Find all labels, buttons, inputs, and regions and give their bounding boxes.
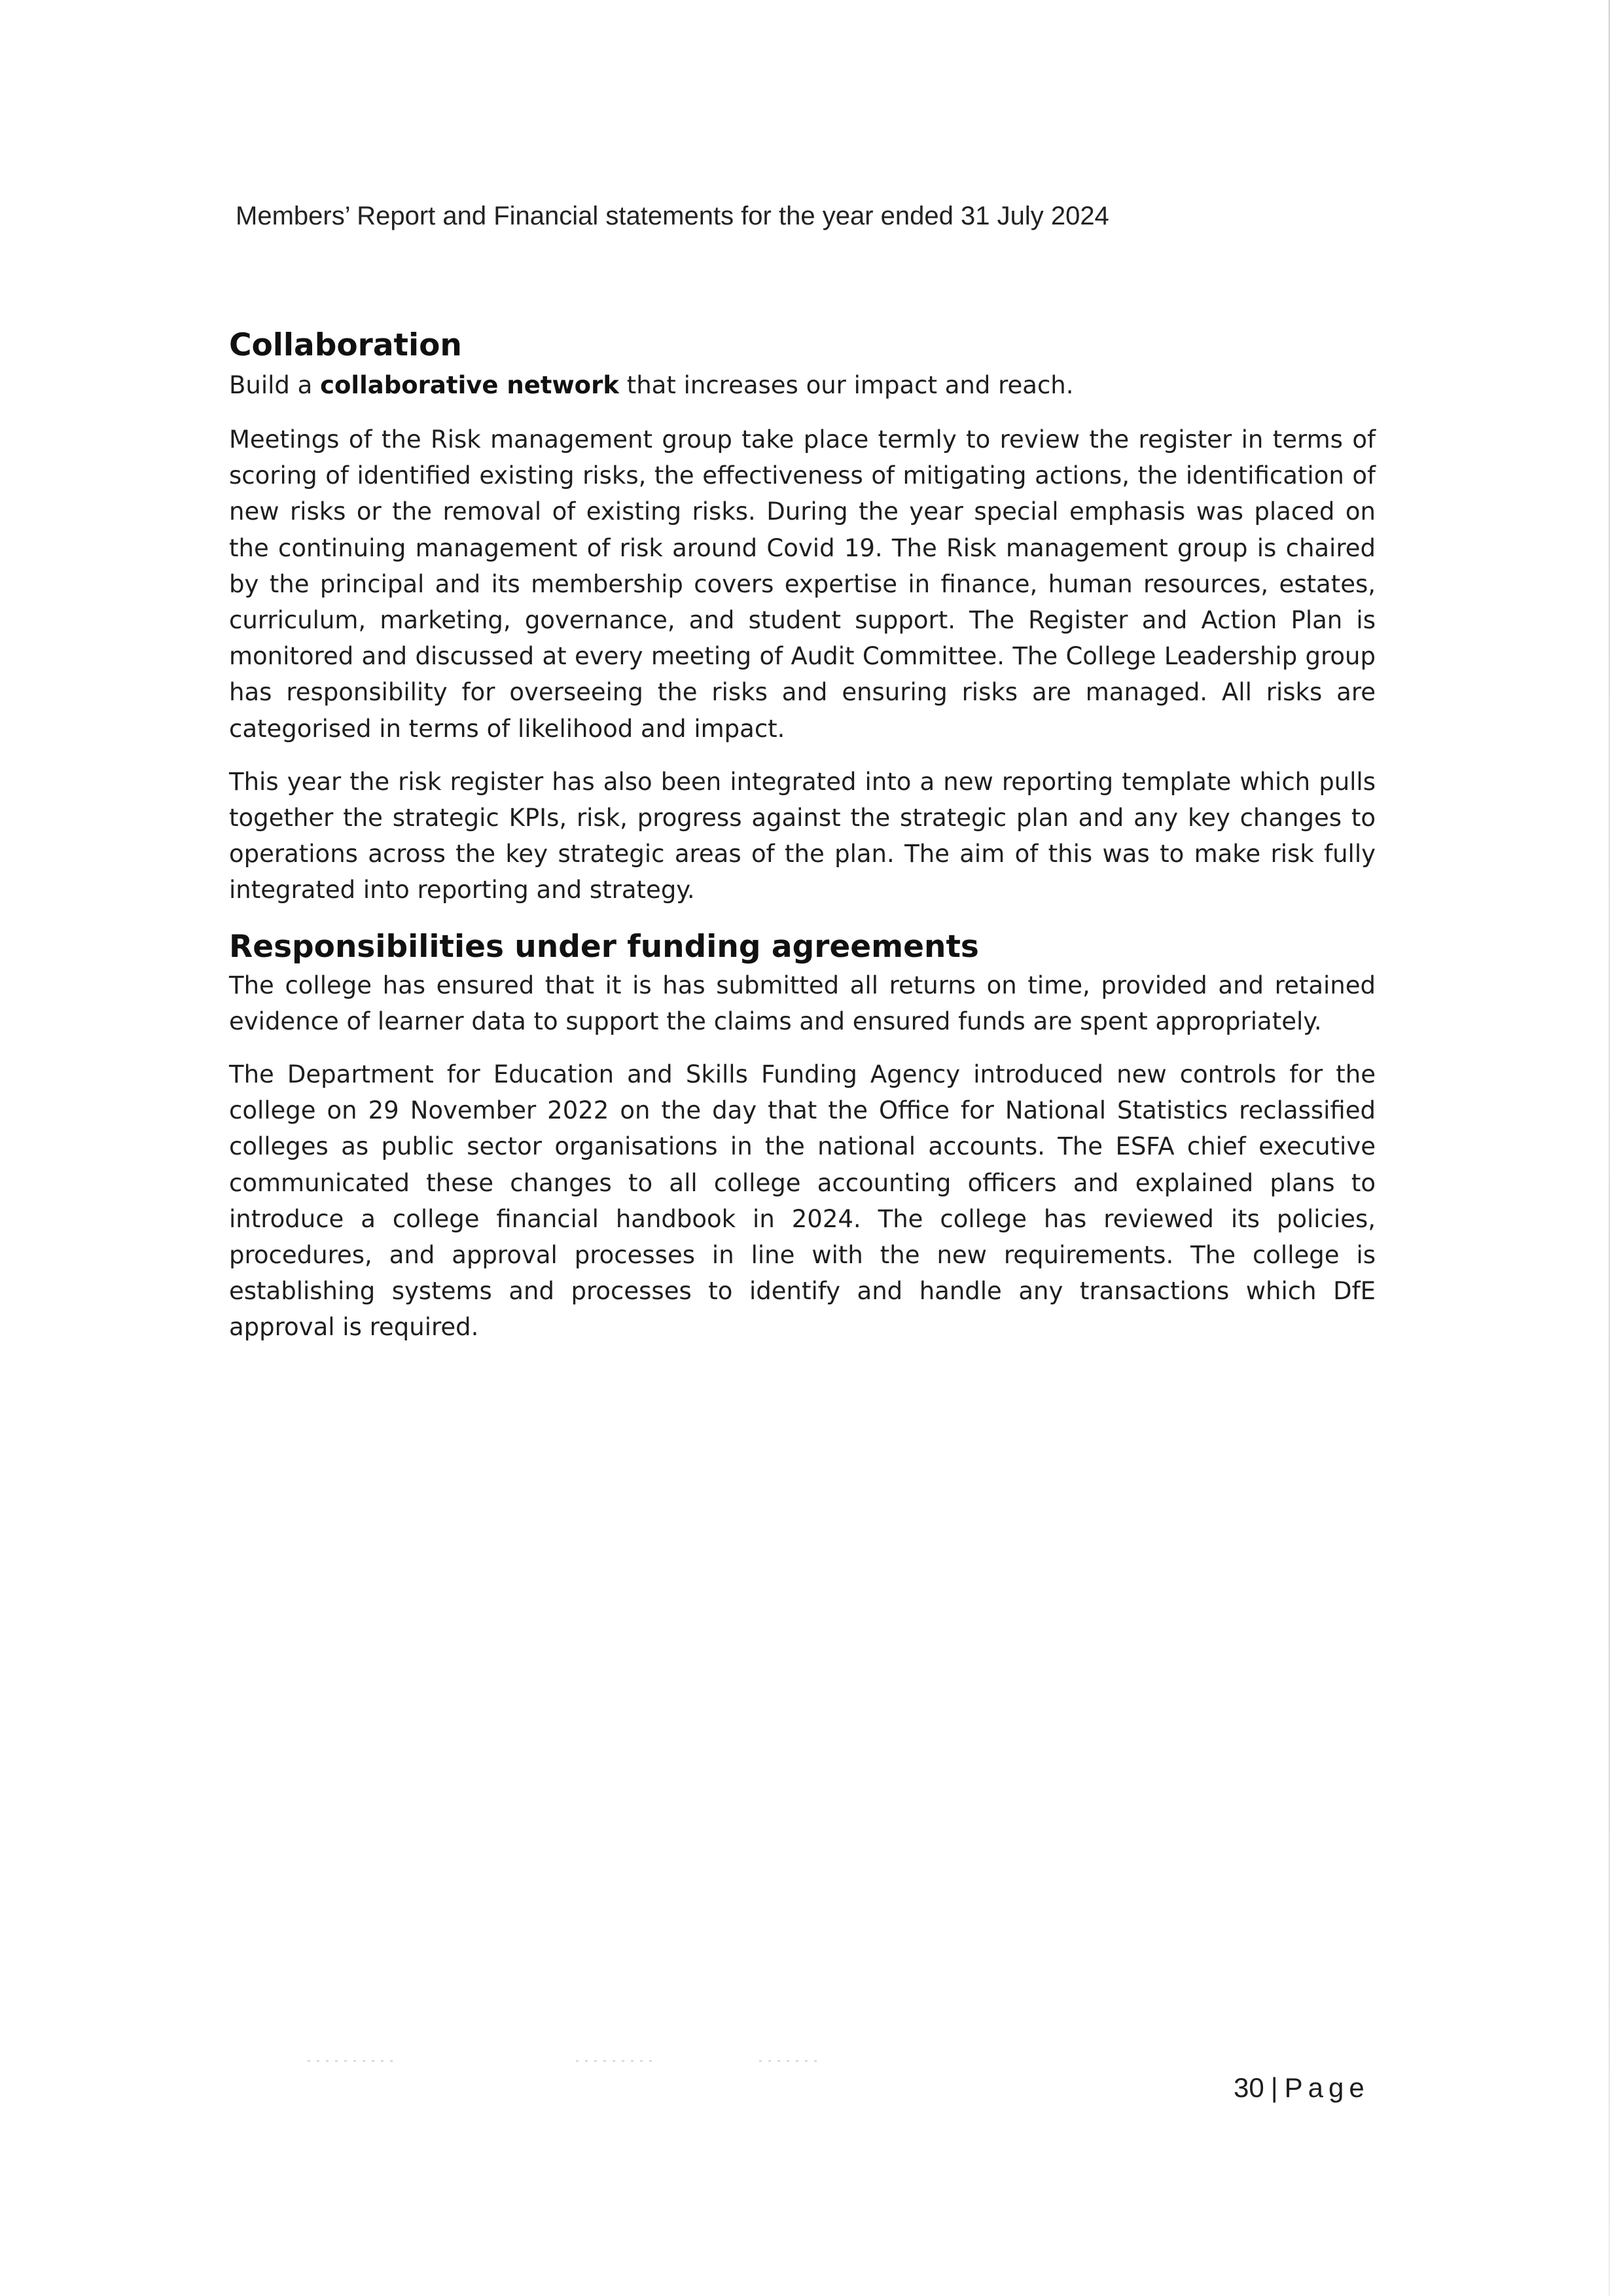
collaboration-heading: Collaboration bbox=[229, 327, 462, 363]
running-header: Members’ Report and Financial statements for the year ended 31 July 2024 bbox=[236, 202, 1109, 230]
page-number: 30 bbox=[1234, 2072, 1264, 2103]
page-content bbox=[229, 324, 1376, 1363]
collaboration-section bbox=[229, 324, 1376, 908]
funding-heading: Responsibilities under funding agreements bbox=[229, 928, 979, 965]
dfe-controls-paragraph: The Department for Education and Skills Funding Agency introduced new controls for the college on 29 November 2022 on the day that the Office for National Statistics reclassified colleges as public sector organisations in the national accounts. The ESFA chief executive communicated these changes to all college accounting officers and explained plans to introduce a college financial handbook in 2024. The college has reviewed its policies, procedures, and approval processes in line with the new requirements. The college is establishing systems and processes to identify and handle any transactions which DfE approval is required. bbox=[229, 1060, 1376, 1342]
funding-returns-paragraph: The college has ensured that it is has submitted all returns on time, provided and retained evidence of learner data to support the claims and ensured funds are spent appropriately. bbox=[229, 971, 1376, 1035]
tagline-emphasis: collaborative network bbox=[320, 371, 619, 399]
scan-edge-artifact bbox=[1609, 0, 1610, 2296]
collaboration-tagline bbox=[229, 367, 1376, 403]
scan-noise bbox=[308, 2060, 399, 2062]
scan-noise bbox=[576, 2060, 654, 2062]
page-separator: | bbox=[1270, 2072, 1278, 2103]
page-label: Page bbox=[1284, 2072, 1370, 2103]
scan-noise bbox=[759, 2060, 818, 2062]
page-footer bbox=[1234, 2068, 1370, 2108]
tagline-prefix: Build a bbox=[229, 371, 321, 399]
risk-register-paragraph: This year the risk register has also been integrated into a new reporting template which pulls together the strategic KPIs, risk, progress against the strategic plan and any key changes to operations across the key strategic areas of the plan. The aim of this was to make risk fully integrated into reporting and strategy. bbox=[229, 767, 1376, 905]
funding-section bbox=[229, 927, 1376, 1346]
tagline-suffix: that increases our impact and reach. bbox=[618, 371, 1074, 399]
risk-management-paragraph: Meetings of the Risk management group take place termly to review the register in terms of scoring of identified existing risks, the effectiveness of mitigating actions, the identification of new risks or the removal of existing risks. During the year special emphasis was placed on the continuing management of risk around Covid 19. The Risk management group is chaired by the principal and its membership covers expertise in finance, human resources, estates, curriculum, marketing, governance, and student support. The Register and Action Plan is monitored and discussed at every meeting of Audit Committee. The College Leadership group has responsibility for overseeing the risks and ensuring risks are managed. All risks are categorised in terms of likelihood and impact. bbox=[229, 425, 1376, 743]
